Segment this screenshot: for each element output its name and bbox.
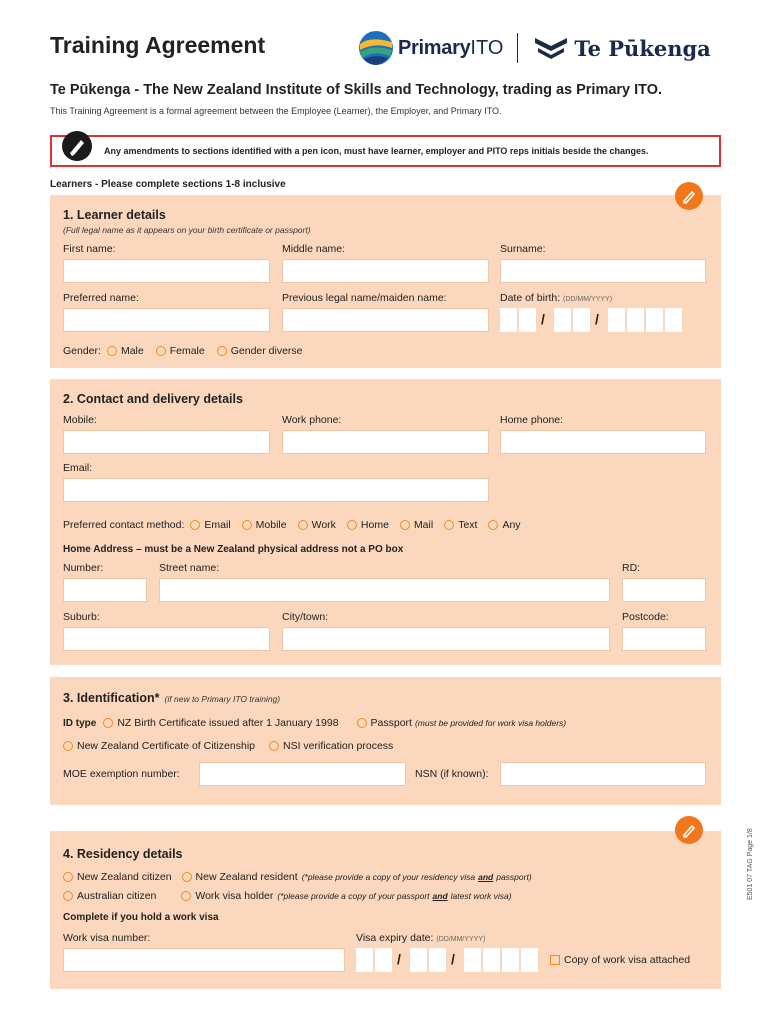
contact-mobile-label: Mobile (255, 519, 287, 531)
id-passport-note: (must be provided for work visa holders) (414, 718, 567, 728)
gender-label: Gender: (63, 345, 101, 357)
contact-work-radio[interactable] (298, 520, 308, 530)
section-3-heading (63, 691, 280, 705)
visa-expiry-format: (DD/MM/YYYY) (436, 936, 486, 943)
logo-primary-text: Primary (398, 36, 471, 59)
gender-male-radio[interactable] (107, 346, 117, 356)
id-type-row-1 (63, 717, 566, 729)
id-passport-radio[interactable] (357, 718, 367, 728)
rd-label: RD: (622, 562, 641, 574)
previous-name-label: Previous legal name/maiden name: (282, 292, 447, 304)
section-instructions: Learners - Please complete sections 1-8 inclusive (50, 179, 286, 190)
res-nz-citizen-radio[interactable] (63, 872, 73, 882)
section-2-title: 2. Contact and delivery details (63, 392, 243, 406)
work-phone-field[interactable] (282, 430, 489, 454)
gender-diverse-label: Gender diverse (230, 345, 303, 357)
section-3-title: 3. Identification* (63, 691, 160, 705)
rd-field[interactable] (622, 578, 706, 602)
res-visa-note-b: latest work visa) (450, 891, 512, 901)
preferred-name-label: Preferred name: (63, 292, 139, 304)
contact-text-label: Text (458, 519, 478, 531)
contact-mobile-radio[interactable] (242, 520, 252, 530)
gender-row (63, 345, 303, 357)
visa-day-2[interactable] (375, 948, 392, 972)
intro-text: This Training Agreement is a formal agreement between the Employee (Learner), the Employer, and Primary ITO. (50, 106, 502, 116)
moe-field[interactable] (199, 762, 406, 786)
section-4-title: 4. Residency details (63, 847, 183, 861)
contact-any-radio[interactable] (488, 520, 498, 530)
section-3-note: (if new to Primary ITO training) (164, 694, 281, 704)
visa-month-2[interactable] (429, 948, 446, 972)
id-nsi-radio[interactable] (269, 741, 279, 751)
res-visa-note-and: and (432, 891, 448, 901)
contact-mail-label: Mail (413, 519, 434, 531)
pen-edit-icon (675, 816, 703, 844)
id-citizenship-radio[interactable] (63, 741, 73, 751)
gender-female-radio[interactable] (156, 346, 166, 356)
nsn-label: NSN (if known): (415, 768, 489, 780)
street-name-label: Street name: (159, 562, 220, 574)
visa-year-3[interactable] (502, 948, 519, 972)
logo-divider (517, 33, 518, 63)
suburb-label: Suburb: (63, 611, 100, 623)
dob-field[interactable] (500, 308, 690, 332)
contact-any-label: Any (502, 519, 521, 531)
id-birth-cert-radio[interactable] (103, 718, 113, 728)
visa-slash-1: / (397, 951, 401, 967)
res-nz-citizen-label: New Zealand citizen (77, 871, 172, 883)
contact-method-label: Preferred contact method: (63, 519, 185, 531)
visa-year-1[interactable] (464, 948, 481, 972)
mobile-label: Mobile: (63, 414, 97, 426)
organization-subtitle: Te Pūkenga - The New Zealand Institute of Skills and Technology, trading as Primary ITO. (50, 82, 663, 98)
home-phone-field[interactable] (500, 430, 706, 454)
nsn-field[interactable] (500, 762, 706, 786)
amendment-notice-text: Any amendments to sections identified with a pen icon, must have learner, employer and PITO reps initials beside the changes. (104, 146, 649, 156)
pen-edit-icon (675, 182, 703, 210)
dob-format: (DD/MM/YYYY) (563, 296, 613, 303)
copy-visa-label: Copy of work visa attached (564, 954, 691, 966)
id-passport-label: Passport (370, 717, 412, 729)
contact-email-radio[interactable] (190, 520, 200, 530)
contact-mail-radio[interactable] (400, 520, 410, 530)
res-resident-note-b: passport) (496, 872, 532, 882)
address-number-label: Number: (63, 562, 104, 574)
mobile-field[interactable] (63, 430, 270, 454)
id-citizenship-label: New Zealand Certificate of Citizenship (77, 740, 255, 752)
work-phone-label: Work phone: (282, 414, 342, 426)
postcode-label: Postcode: (622, 611, 669, 623)
res-work-visa-label: Work visa holder (195, 890, 274, 902)
middle-name-label: Middle name: (282, 243, 346, 255)
email-field[interactable] (63, 478, 489, 502)
middle-name-field[interactable] (282, 259, 489, 283)
res-au-citizen-radio[interactable] (63, 891, 73, 901)
dob-year-1[interactable] (608, 308, 625, 332)
logo-group (358, 28, 711, 68)
page-code: E501 07 TAG Page 1/8 (747, 828, 754, 900)
home-phone-label: Home phone: (500, 414, 564, 426)
suburb-field[interactable] (63, 627, 270, 651)
contact-work-label: Work (311, 519, 336, 531)
res-au-citizen-label: Australian citizen (77, 890, 157, 902)
section-1-title: 1. Learner details (63, 208, 166, 222)
res-nz-resident-label: New Zealand resident (195, 871, 298, 883)
address-number-field[interactable] (63, 578, 147, 602)
home-address-heading: Home Address – must be a New Zealand physical address not a PO box (63, 544, 404, 555)
visa-slash-2: / (451, 951, 455, 967)
visa-expiry-field[interactable] (356, 948, 546, 972)
dob-slash-2: / (595, 311, 599, 327)
res-work-visa-radio[interactable] (181, 891, 191, 901)
copy-visa-checkbox[interactable] (550, 955, 560, 965)
primary-ito-logo-icon (358, 30, 394, 66)
dob-month-2[interactable] (573, 308, 590, 332)
copy-visa-row (550, 954, 690, 966)
city-field[interactable] (282, 627, 610, 651)
first-name-field[interactable] (63, 259, 270, 283)
contact-email-label: Email (204, 519, 231, 531)
page-title: Training Agreement (50, 32, 266, 58)
moe-label: MOE exemption number: (63, 768, 180, 780)
dob-label-text: Date of birth: (500, 292, 561, 304)
contact-text-radio[interactable] (444, 520, 454, 530)
residency-row-2 (63, 890, 512, 902)
te-pukenga-logo-icon (534, 35, 568, 61)
dob-year-2[interactable] (627, 308, 644, 332)
gender-female-label: Female (169, 345, 205, 357)
dob-year-4[interactable] (665, 308, 682, 332)
surname-label: Surname: (500, 243, 546, 255)
gender-male-label: Male (120, 345, 144, 357)
section-1-note: (Full legal name as it appears on your birth certificate or passport) (63, 225, 311, 235)
pen-icon (62, 131, 92, 161)
visa-month-1[interactable] (410, 948, 427, 972)
dob-day-2[interactable] (519, 308, 536, 332)
work-visa-heading: Complete if you hold a work visa (63, 912, 219, 923)
dob-slash-1: / (541, 311, 545, 327)
id-birth-cert-label: NZ Birth Certificate issued after 1 January 1998 (117, 717, 339, 729)
dob-day-1[interactable] (500, 308, 517, 332)
id-type-row-2 (63, 740, 393, 752)
res-resident-note-and: and (478, 872, 494, 882)
res-resident-note-a: (*please provide a copy of your residency visa (301, 872, 476, 882)
visa-year-2[interactable] (483, 948, 500, 972)
visa-expiry-label (356, 932, 485, 944)
residency-row-1 (63, 871, 532, 883)
surname-field[interactable] (500, 259, 706, 283)
visa-day-1[interactable] (356, 948, 373, 972)
visa-number-field[interactable] (63, 948, 345, 972)
logo-te-pukenga-text: Te Pūkenga (574, 35, 711, 61)
dob-month-1[interactable] (554, 308, 571, 332)
first-name-label: First name: (63, 243, 116, 255)
postcode-field[interactable] (622, 627, 706, 651)
email-label: Email: (63, 462, 93, 474)
id-nsi-label: NSI verification process (283, 740, 394, 752)
contact-home-label: Home (360, 519, 389, 531)
visa-number-label: Work visa number: (63, 932, 151, 944)
contact-home-radio[interactable] (347, 520, 357, 530)
res-nz-resident-radio[interactable] (182, 872, 192, 882)
street-name-field[interactable] (159, 578, 610, 602)
logo-ito-text: ITO (470, 36, 504, 59)
dob-label (500, 292, 612, 304)
previous-name-field[interactable] (282, 308, 489, 332)
contact-method-row (63, 519, 521, 531)
res-visa-note-a: (*please provide a copy of your passport (277, 891, 430, 901)
visa-year-4[interactable] (521, 948, 538, 972)
gender-diverse-radio[interactable] (217, 346, 227, 356)
visa-expiry-label-text: Visa expiry date: (356, 932, 434, 944)
dob-year-3[interactable] (646, 308, 663, 332)
id-type-label: ID type (63, 717, 97, 729)
preferred-name-field[interactable] (63, 308, 270, 332)
city-label: City/town: (282, 611, 329, 623)
